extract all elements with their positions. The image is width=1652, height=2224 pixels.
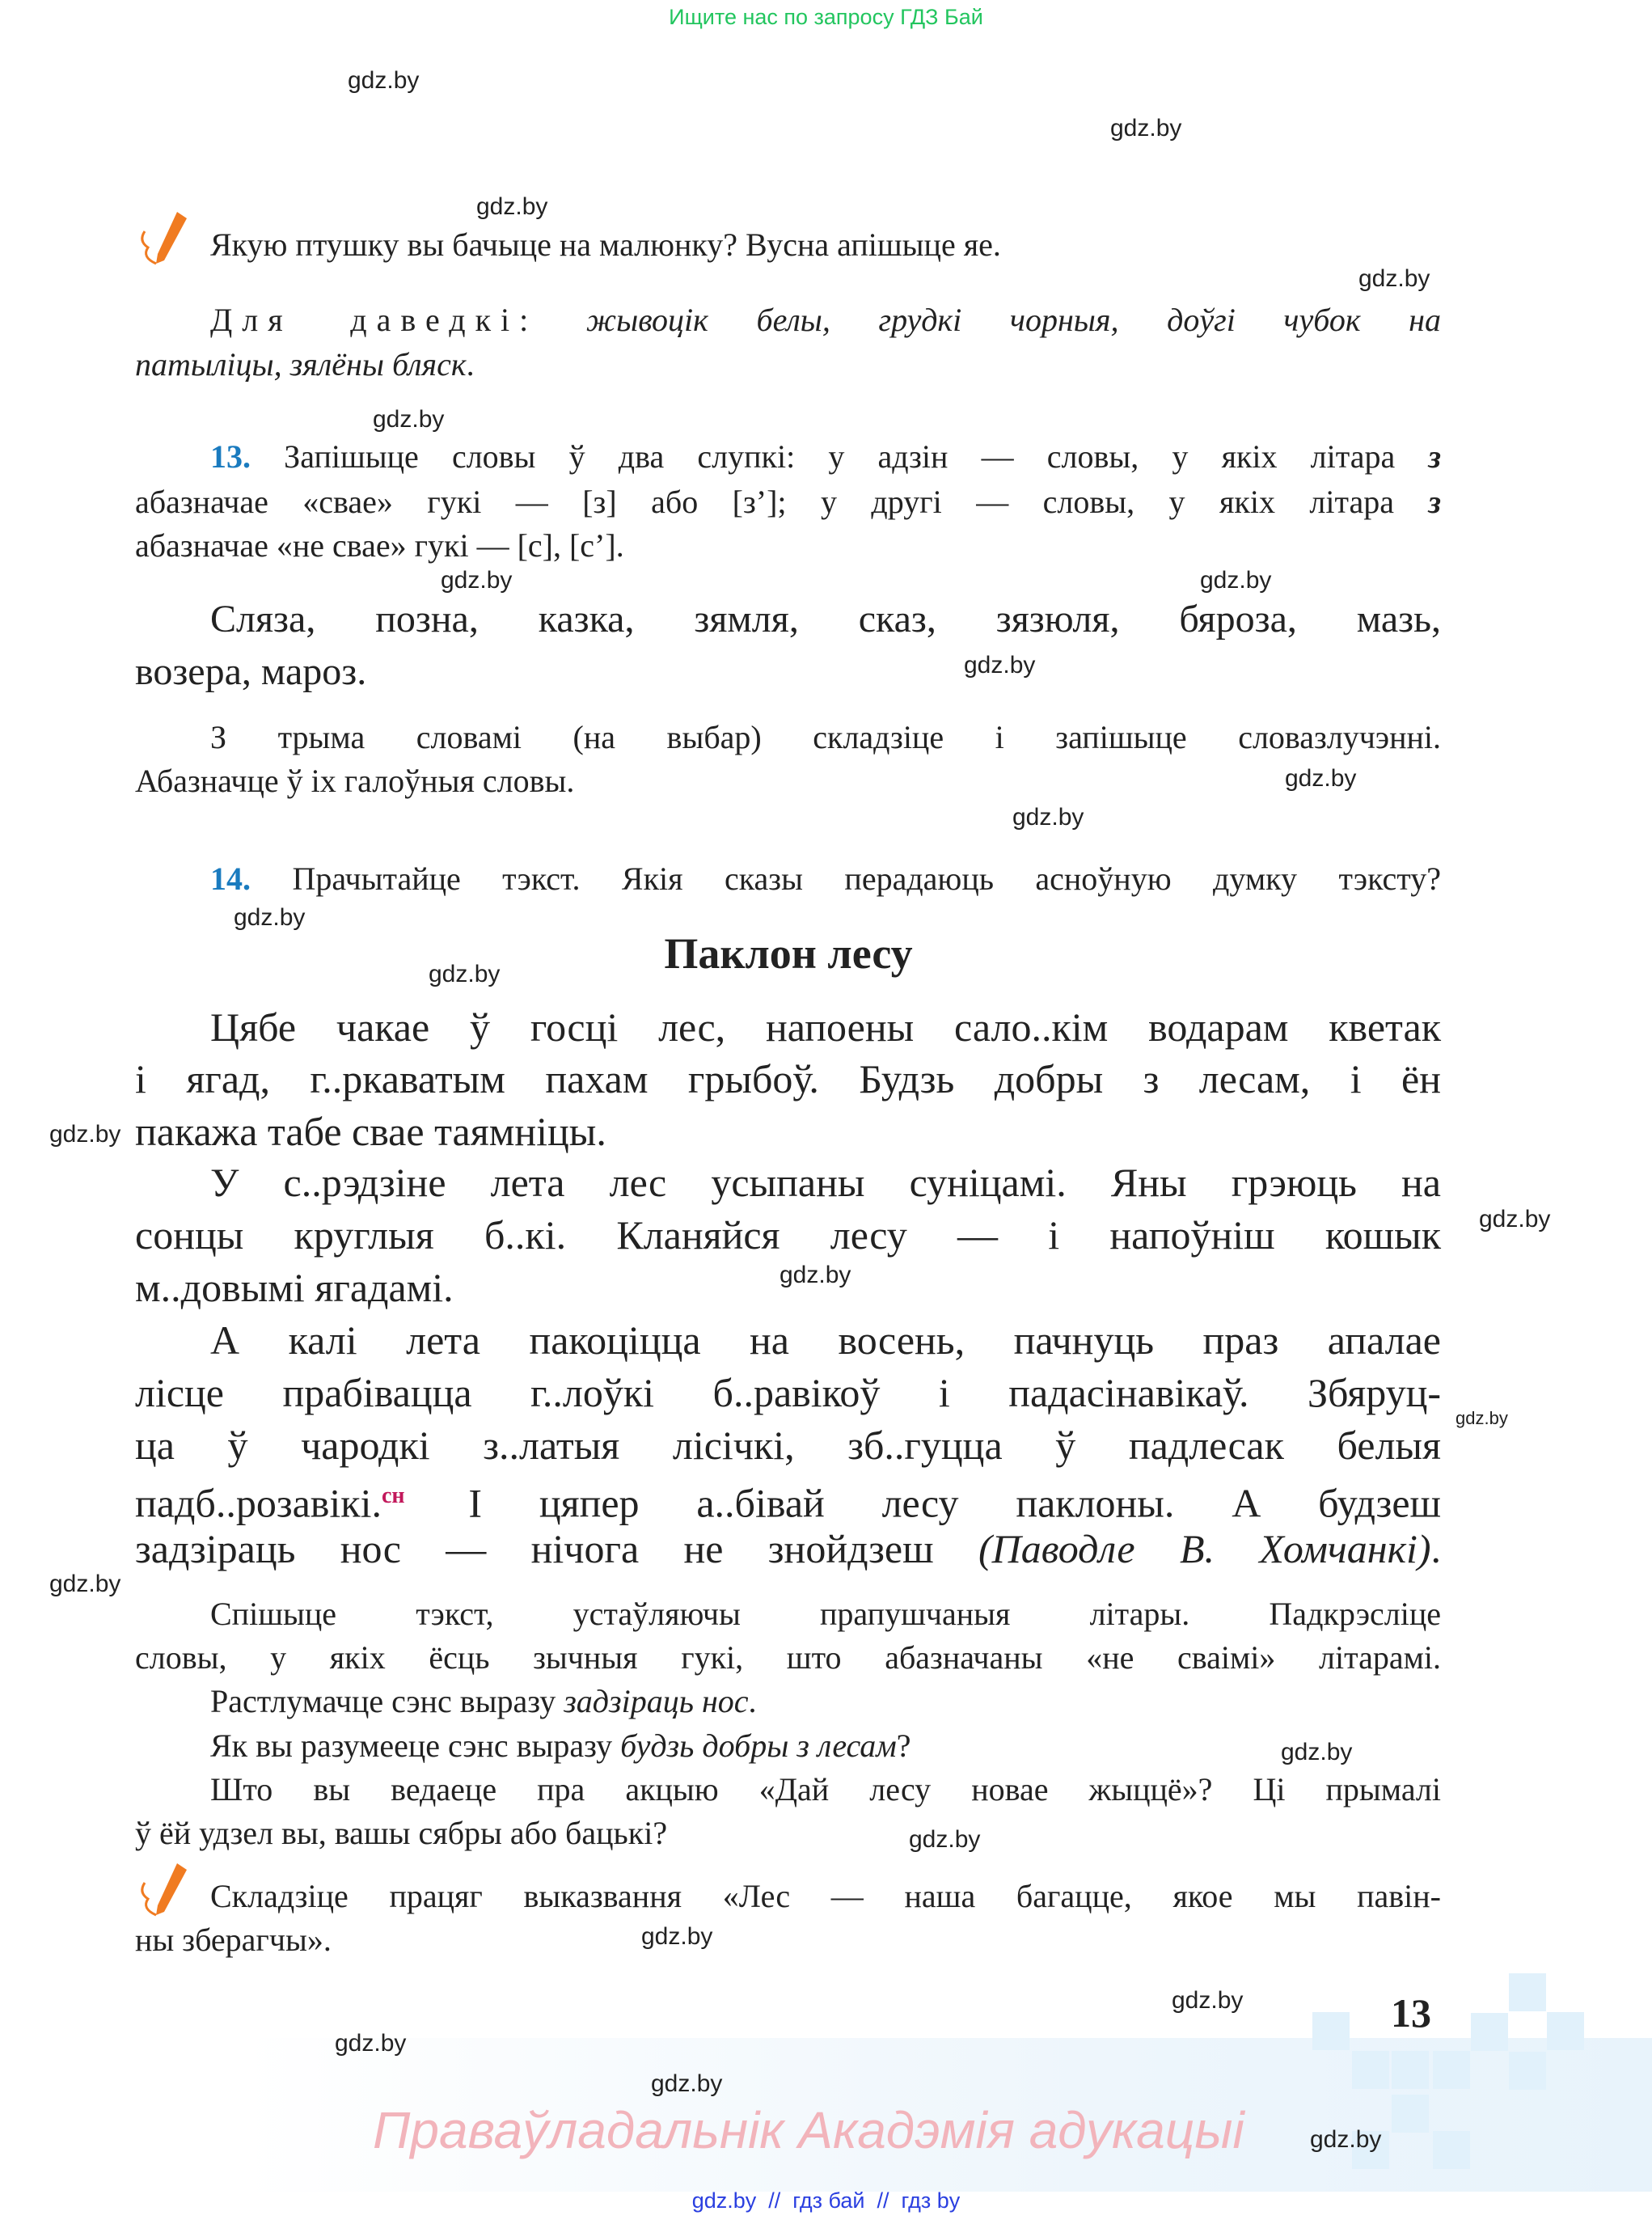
exercise-number: 13. [210, 438, 251, 475]
ex14-heading [210, 857, 1441, 901]
ex13-task-1: З трыма словамі (на выбар) складзіце і запішыце словазлучэнні. [210, 719, 1441, 755]
ex13-text: абазначае «свае» гукі — [з] або [з’]; у другі — словы, у якіх літара [135, 484, 1394, 520]
site-watermark: gdz.by [335, 2030, 407, 2057]
hint-text: патыліцы, зялёны бляск [135, 346, 467, 383]
site-watermark: gdz.by [1110, 115, 1182, 142]
site-watermark: gdz.by [429, 961, 501, 987]
ex13-line-1 [210, 435, 1441, 479]
decor-square [1433, 2131, 1470, 2169]
site-watermark: gdz.by [1358, 265, 1430, 292]
decor-square [1392, 2051, 1429, 2089]
ex13-letter: з [1428, 484, 1442, 520]
site-watermark: gdz.by [1310, 2126, 1382, 2153]
story-line [135, 1523, 1441, 1575]
story-text: . [1430, 1526, 1442, 1571]
decor-square [1509, 1973, 1546, 2011]
pen-task-line-1: Складзіце працяг выказвання «Лес — наша багацце, якое мы павін- [210, 1878, 1441, 1914]
decor-square [1509, 2052, 1546, 2090]
source-attribution: (Паводле В. Хомчанкі) [978, 1526, 1431, 1571]
story-line: м..довымі ягадамі. [135, 1265, 454, 1310]
site-watermark: gdz.by [964, 652, 1036, 679]
task-line [210, 1680, 757, 1723]
spelling-mark: сн [381, 1483, 405, 1508]
hint-line-1 [210, 298, 1441, 342]
task-line [210, 1724, 911, 1768]
site-watermark: gdz.by [234, 904, 306, 931]
ex13-text: Запішыце словы ў два слупкі: у адзін — словы, у якіх літара [284, 438, 1396, 475]
story-line: пакажа табе свае таямніцы. [135, 1109, 606, 1154]
site-watermark: gdz.by [476, 193, 548, 220]
decor-square [1471, 2013, 1508, 2051]
story-text: І цяпер а..бівай лесу паклоны. А будзеш [468, 1480, 1442, 1526]
ex13-words-2: возера, мароз. [135, 650, 367, 693]
site-watermark: gdz.by [651, 2070, 723, 2097]
story-line: У с..рэдзіне лета лес усыпаны суніцамі. Яны грэюць на [210, 1160, 1441, 1205]
site-watermark: gdz.by [49, 1121, 121, 1148]
hint-text: жывоцік белы, грудкі чорныя, доўгі чубок на [585, 302, 1442, 338]
decor-square [1312, 2012, 1350, 2050]
hint-end: . [466, 346, 475, 383]
site-watermark: gdz.by [1456, 1408, 1508, 1428]
task-phrase: задзіраць нос [564, 1683, 749, 1719]
task-phrase: будзь добры з лесам [620, 1727, 897, 1764]
ex13-words-1: Сляза, позна, казка, зямля, сказ, зязюля, бяроза, мазь, [210, 598, 1441, 641]
hint-label: Для даведкі: [210, 302, 539, 338]
pen-icon [132, 209, 196, 273]
ex13-letter: з [1428, 438, 1442, 475]
story-text: задзіраць нос — нічога не знойдзеш [135, 1526, 978, 1571]
ex13-task-2: Абазначце ў іх галоўныя словы. [135, 763, 575, 799]
site-watermark: gdz.by [1200, 567, 1272, 594]
story-line: і ягад, г..ркаватым пахам грыбоў. Будзь добры з лесам, і ён [135, 1056, 1441, 1101]
decor-square [1392, 2095, 1429, 2133]
site-watermark: gdz.by [780, 1262, 851, 1288]
site-watermark: gdz.by [1172, 1987, 1244, 2014]
site-watermark: gdz.by [1281, 1739, 1353, 1765]
task-text: . [748, 1683, 757, 1719]
site-watermark: gdz.by [373, 406, 445, 433]
site-watermark: gdz.by [1012, 804, 1084, 831]
ex13-line-2 [135, 480, 1441, 524]
page-number: 13 [1391, 1990, 1431, 2036]
ex14-text: Прачытайце тэкст. Якія сказы перадаюць асноўную думку тэксту? [292, 860, 1441, 897]
story-line: А калі лета пакоціцца на восень, пачнуць праз апалае [210, 1317, 1441, 1363]
task-describe-bird: Якую птушку вы бачыце на малюнку? Вусна апішыце яе. [210, 226, 1001, 263]
decor-square [1433, 2051, 1470, 2089]
task-text: ? [896, 1727, 911, 1764]
footer-links[interactable]: gdz.by // гдз бай // гдз by [691, 2188, 961, 2213]
hint-line-2 [135, 343, 475, 387]
task-line: Спішыце тэкст, устаўляючы прапушчаныя літары. Падкрэсліце [210, 1596, 1441, 1632]
site-watermark: gdz.by [441, 567, 513, 594]
story-line: лісце прабівацца г..лоўкі б..равікоў і падасінавікаў. Збяруц- [135, 1370, 1441, 1415]
site-watermark: gdz.by [909, 1826, 981, 1853]
story-line: Цябе чакае ў госці лес, напоены сало..кім водарам кветак [210, 1004, 1441, 1050]
decor-square [1352, 2051, 1389, 2089]
task-line: ў ёй удзел вы, вашы сябры або бацькі? [135, 1815, 668, 1851]
task-text: Растлумачце сэнс выразу [210, 1683, 564, 1719]
task-line: словы, у якіх ёсць зычныя гукі, што абазначаны «не сваімі» літарамі. [135, 1639, 1441, 1676]
task-line: Што вы ведаеце пра акцыю «Дай лесу новае жыццё»? Ці прымалі [210, 1771, 1441, 1808]
ex13-line-3: абазначае «не свае» гукі — [с], [с’]. [135, 527, 624, 564]
story-text: падб..розавікі. [135, 1480, 382, 1526]
exercise-number: 14. [210, 860, 251, 897]
site-watermark: gdz.by [1479, 1206, 1551, 1233]
story-line [135, 1470, 1441, 1529]
text-title: Паклон лесу [664, 929, 913, 978]
decor-square [1547, 2012, 1584, 2050]
site-watermark: gdz.by [641, 1923, 713, 1950]
site-watermark: gdz.by [49, 1571, 121, 1597]
pen-icon [132, 1860, 196, 1925]
copyright-watermark: Праваўладальнік Акадэмія адукацыі [373, 2101, 1244, 2159]
story-line: ца ў чародкі з..латыя лісічкі, зб..гуцца ў падлесак белыя [135, 1423, 1441, 1468]
story-line: сонцы круглыя б..кі. Кланяйся лесу — і напоўніш кошык [135, 1212, 1441, 1258]
top-banner[interactable]: Ищите нас по запросу ГДЗ Бай [669, 5, 983, 29]
site-watermark: gdz.by [348, 67, 420, 94]
pen-task-line-2: ны зберагчы». [135, 1922, 332, 1958]
task-text: Як вы разумееце сэнс выразу [210, 1727, 621, 1764]
site-watermark: gdz.by [1285, 765, 1357, 792]
